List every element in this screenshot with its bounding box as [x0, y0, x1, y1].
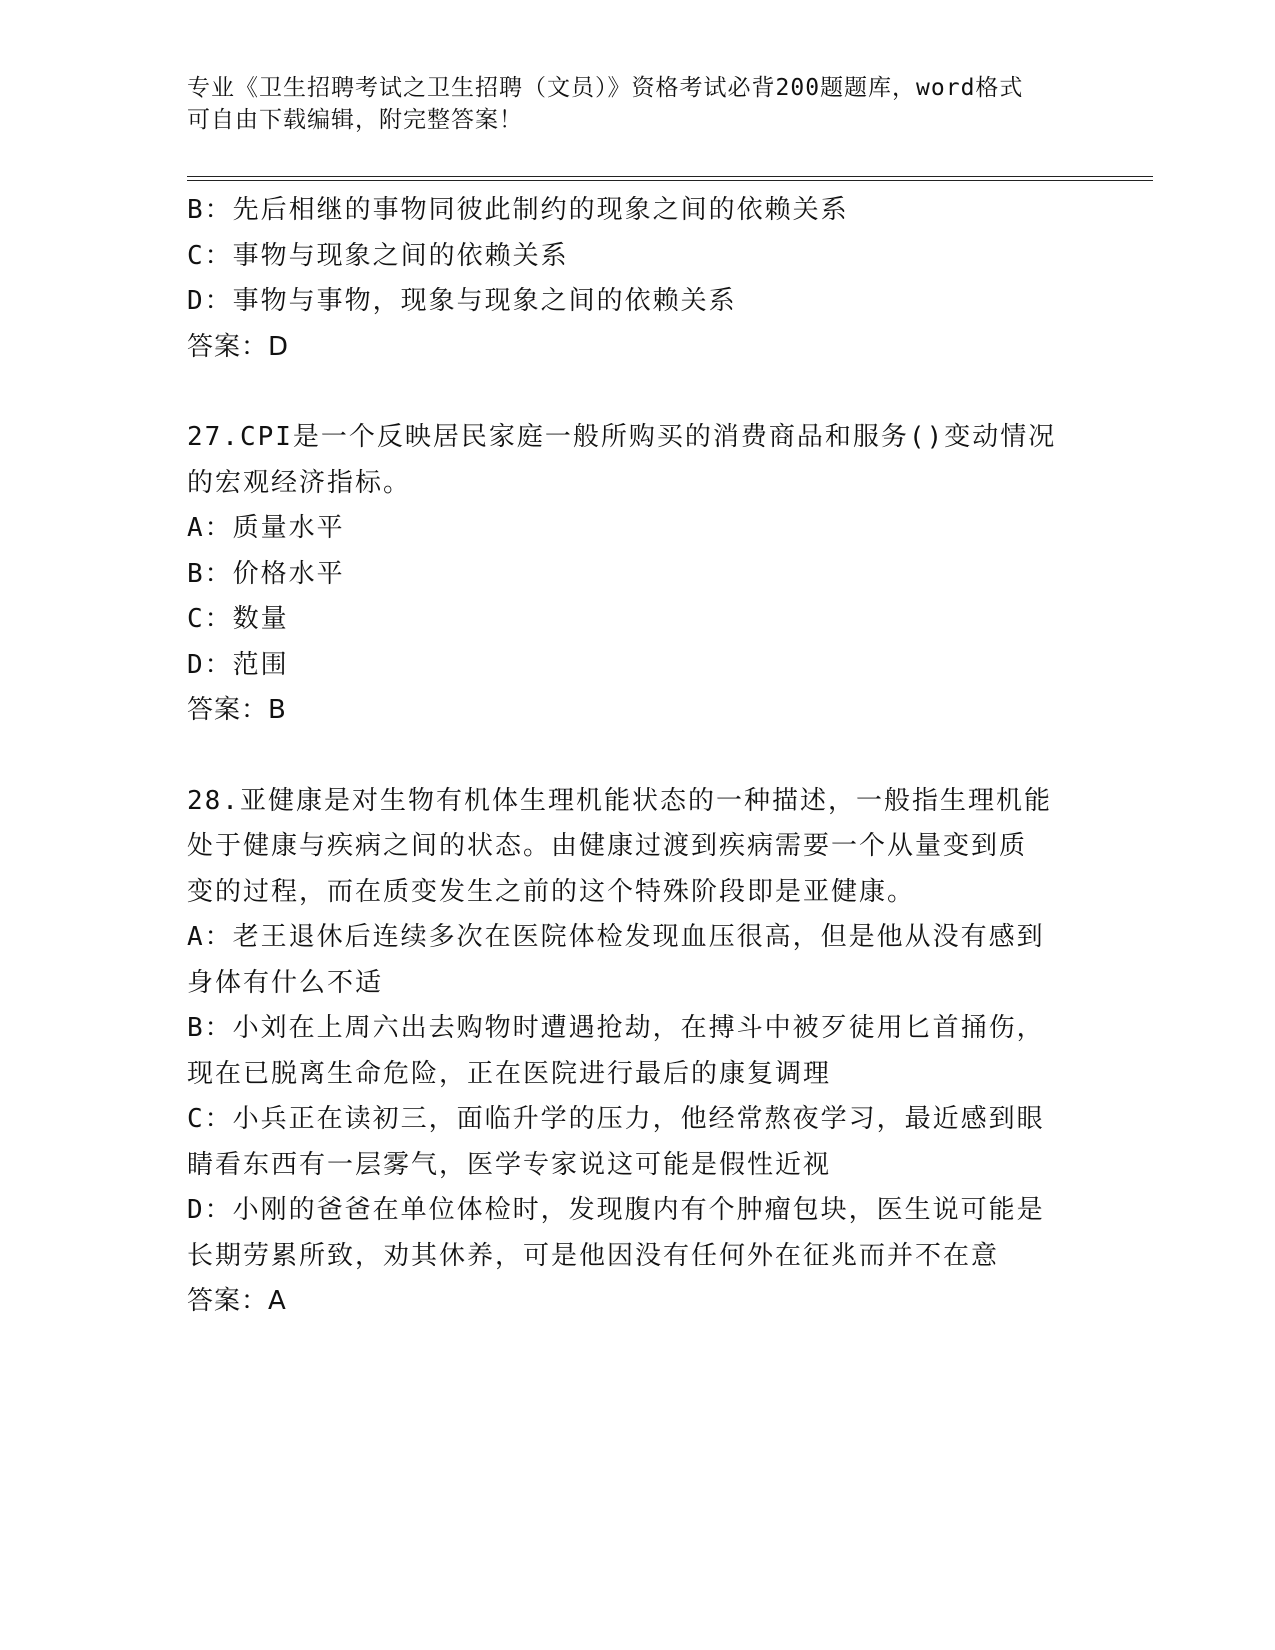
page-header [187, 72, 1067, 136]
header-divider [187, 176, 1153, 181]
option-b-cont: 现在已脱离生命危险，正在医院进行最后的康复调理 [187, 1058, 832, 1089]
option-d: D：事物与事物，现象与现象之间的依赖关系 [187, 286, 737, 316]
option-a: A：质量水平 [187, 513, 345, 543]
header-line-1: 专业《卫生招聘考试之卫生招聘（文员）》资格考试必背200题题库，word格式 [187, 75, 1024, 101]
question-stem-line: 的宏观经济指标。 [187, 467, 412, 498]
option-d: D：小刚的爸爸在单位体检时，发现腹内有个肿瘤包块，医生说可能是 [187, 1195, 1045, 1225]
option-b: B：小刘在上周六出去购物时遭遇抢劫，在搏斗中被歹徒用匕首捅伤， [187, 1013, 1045, 1043]
option-d-cont: 长期劳累所致，劝其休养，可是他因没有任何外在征兆而并不在意 [187, 1240, 1000, 1271]
answer-line: 答案：A [187, 1286, 287, 1316]
prev-question-block [187, 188, 1087, 370]
option-a: A：老王退休后连续多次在医院体检发现血压很高，但是他从没有感到 [187, 922, 1045, 952]
answer-line: 答案：D [187, 331, 290, 362]
option-c: C：数量 [187, 604, 289, 634]
answer-line: 答案：B [187, 695, 287, 725]
question-28-block [187, 779, 1087, 1325]
document-body [187, 188, 1087, 1325]
question-stem-line: 处于健康与疾病之间的状态。由健康过渡到疾病需要一个从量变到质 [187, 831, 1028, 861]
question-stem-line: 27.CPI是一个反映居民家庭一般所购买的消费商品和服务()变动情况 [187, 422, 1057, 452]
option-d: D：范围 [187, 649, 289, 680]
option-a-cont: 身体有什么不适 [187, 967, 384, 998]
question-stem-line: 变的过程，而在质变发生之前的这个特殊阶段即是亚健康。 [187, 876, 916, 907]
option-b: B：先后相继的事物同彼此制约的现象之间的依赖关系 [187, 195, 849, 225]
option-c: C：事物与现象之间的依赖关系 [187, 240, 569, 271]
header-line-2: 可自由下载编辑，附完整答案！ [187, 107, 523, 133]
option-c-cont: 睛看东西有一层雾气，医学专家说这可能是假性近视 [187, 1149, 832, 1180]
option-b: B：价格水平 [187, 558, 345, 589]
option-c: C：小兵正在读初三，面临升学的压力，他经常熬夜学习，最近感到眼 [187, 1104, 1045, 1134]
question-stem-line: 28.亚健康是对生物有机体生理机能状态的一种描述，一般指生理机能 [187, 785, 1052, 816]
question-27-block [187, 415, 1087, 734]
